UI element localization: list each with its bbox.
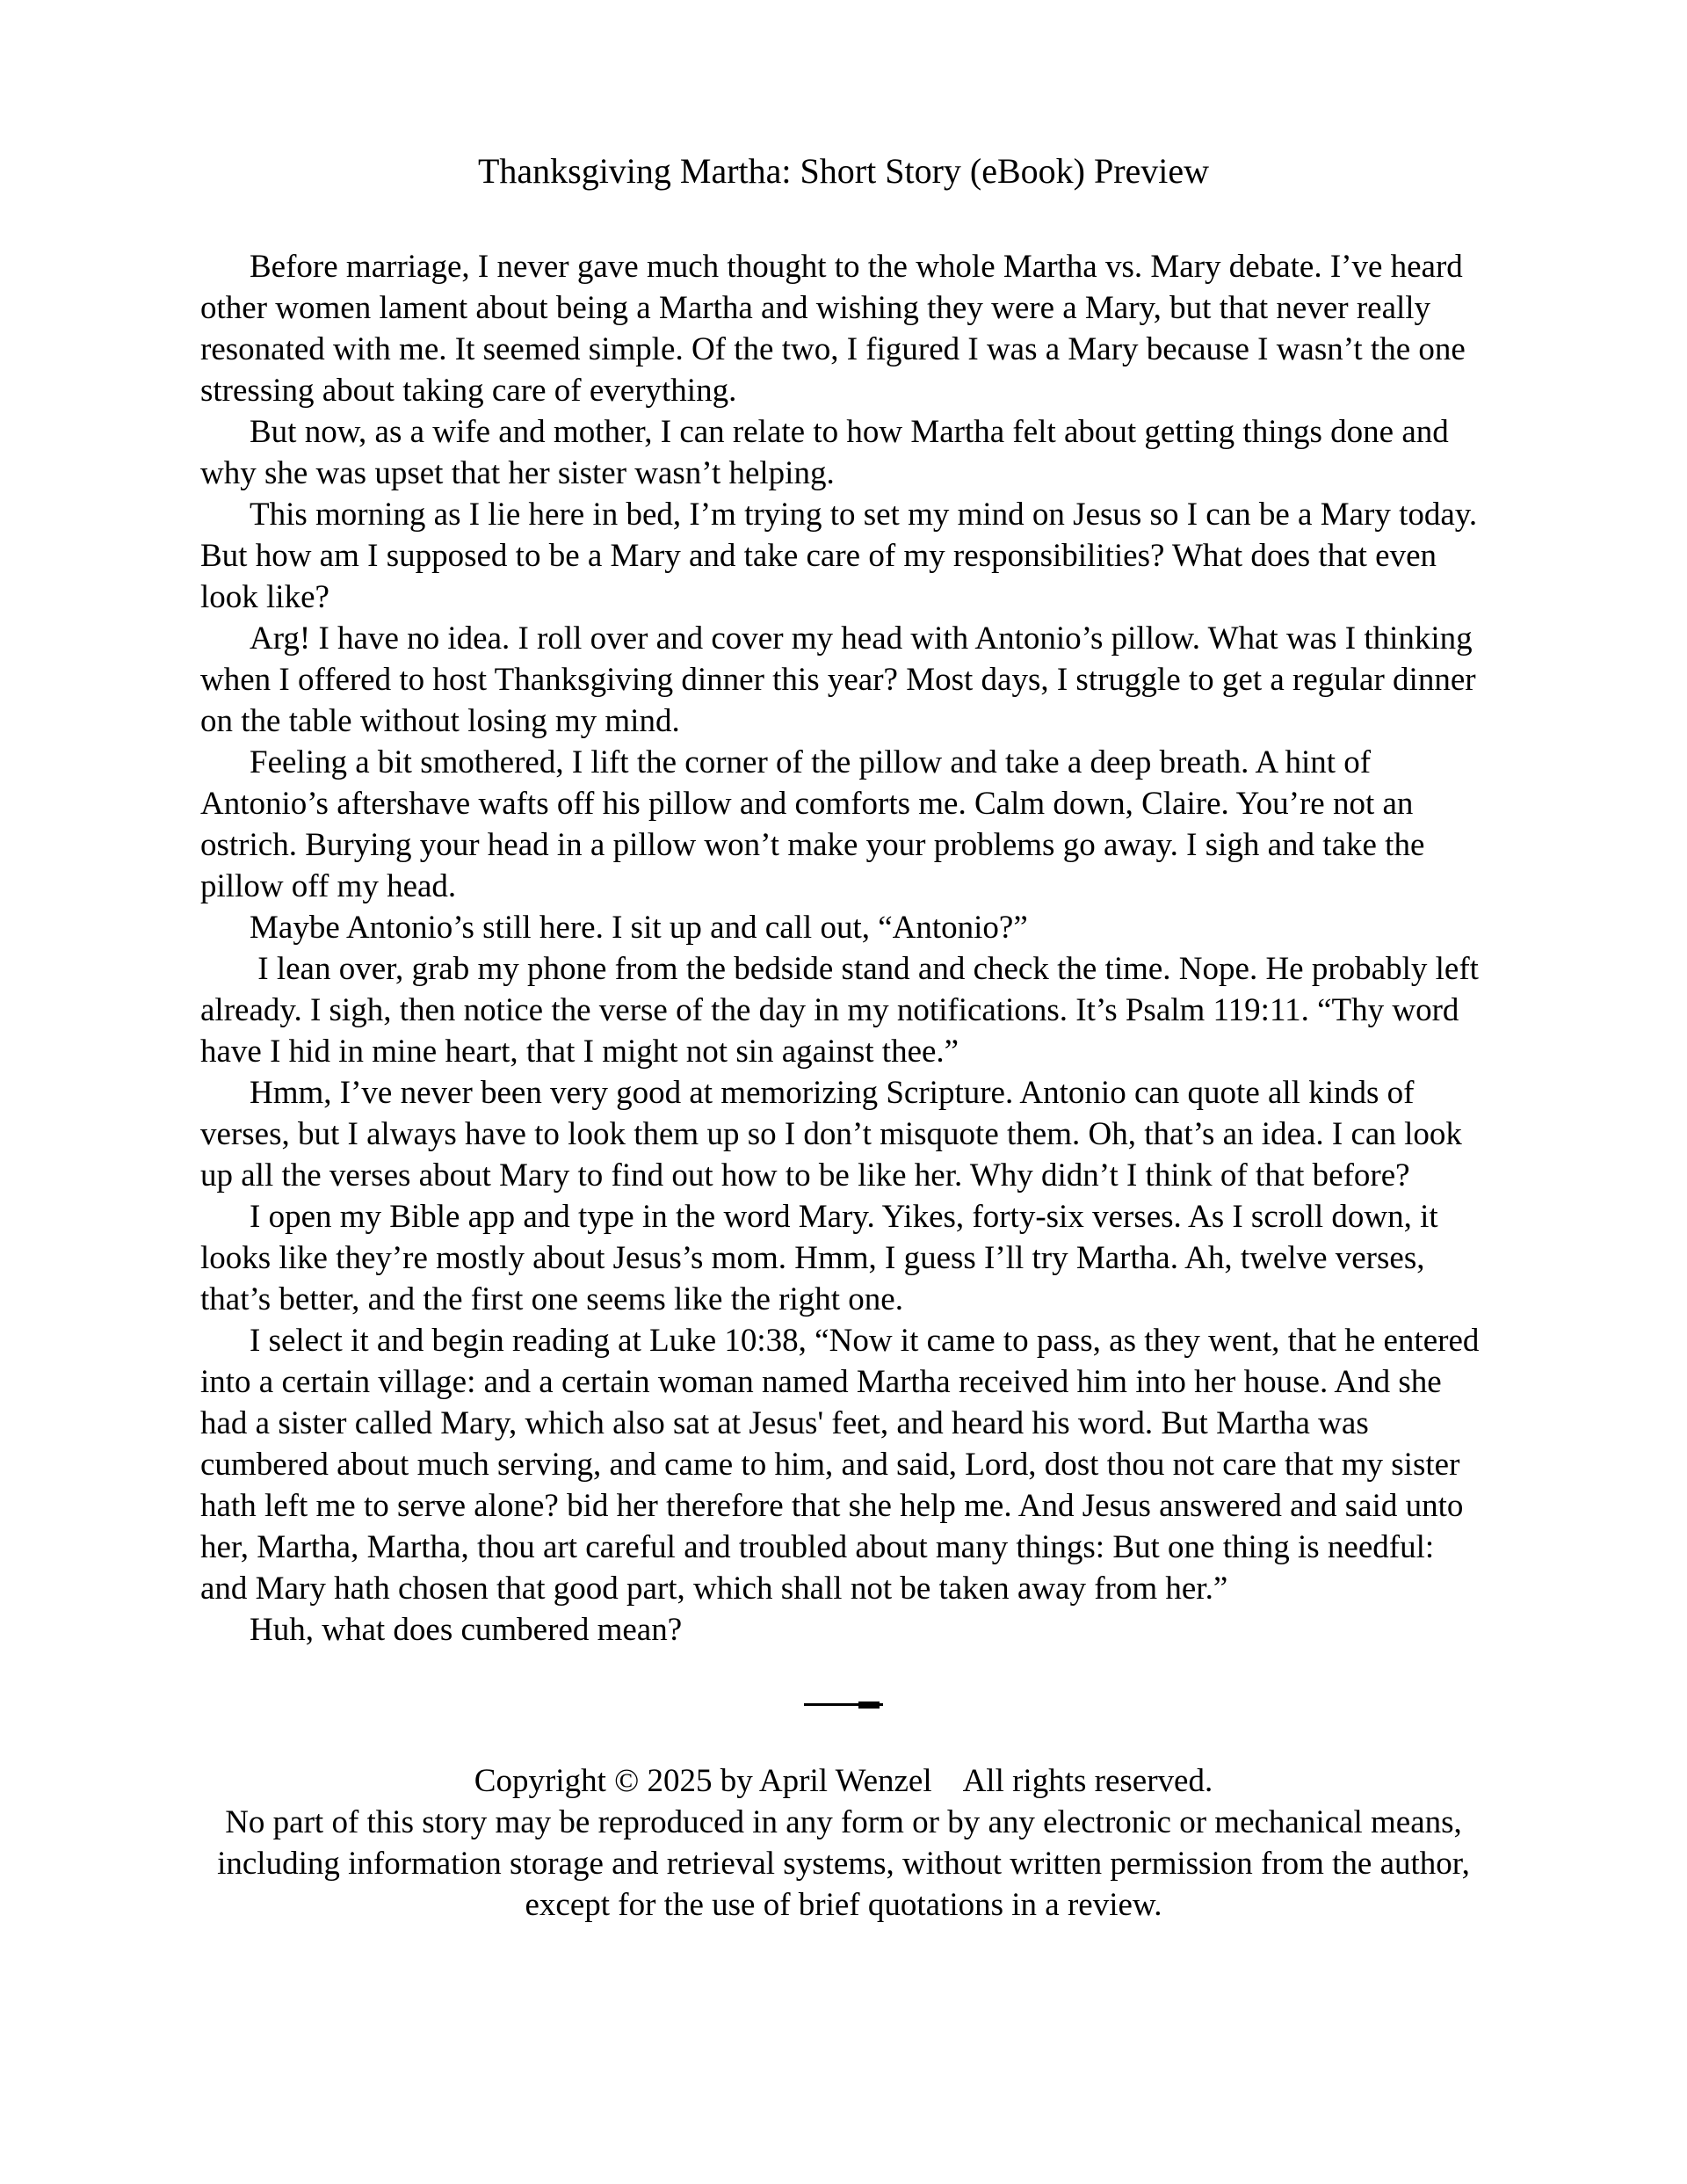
story-paragraph: Huh, what does cumbered mean? (250, 1612, 683, 1648)
document-title: Thanksgiving Martha: Short Story (eBook) Preview (477, 151, 1210, 191)
copyright-line: Copyright © 2025 by April Wenzel All rights reserved. (474, 1763, 1213, 1799)
story-paragraph: This morning as I lie here in bed, I’m trying to set my mind on Jesus so I can be a Mary today. But how am I supposed to be a Mary and take care of my responsibilities? What does that even look like? (200, 497, 1486, 615)
story-paragraph: Feeling a bit smothered, I lift the corner of the pillow and take a deep breath. A hint of Antonio’s aftershave wafts off his pillow and comforts me. Calm down, Claire. You’re not an ostrich. Burying your head in a pillow won’t make your problems go away. I sigh and take the pillow off my head. (200, 744, 1433, 904)
story-paragraph: Before marriage, I never gave much thought to the whole Martha vs. Mary debate. I’ve heard other women lament about being a Martha and wishing they were a Mary, but that never really resonated with me. It seemed simple. Of the two, I figured I was a Mary because I wasn’t the one stressing about taking care of everything. (200, 249, 1474, 409)
story-paragraph: Maybe Antonio’s still here. I sit up and call out, “Antonio?” (250, 910, 1028, 946)
copyright-block (200, 1760, 1487, 1926)
story-paragraph: But now, as a wife and mother, I can relate to how Martha felt about getting things done and why she was upset that her sister wasn’t helping. (200, 414, 1457, 491)
story-paragraph: I select it and begin reading at Luke 10:38, “Now it came to pass, as they went, that he entered into a certain village: and a certain woman named Martha received him into her house. And she had a sister called Mary, which also sat at Jesus' feet, and heard his word. But Martha was cumbered about much serving, and came to him, and said, Lord, dost thou not care that my sister hath left me to serve alone? bid her therefore that she help me. And Jesus answered and said unto her, Martha, Martha, thou art careful and troubled about many things: But one thing is needful: and Mary hath chosen that good part, which shall not be taken away from her.” (200, 1323, 1488, 1607)
story-paragraph: I open my Bible app and type in the word Mary. Yikes, forty-six verses. As I scroll down, it looks like they’re mostly about Jesus’s mom. Hmm, I guess I’ll try Martha. Ah, twelve verses, that’s better, and the first one seems like the right one. (200, 1199, 1446, 1317)
scene-break (200, 1684, 1487, 1725)
story-paragraph: Arg! I have no idea. I roll over and cover my head with Antonio’s pillow. What was I thinking when I offered to host Thanksgiving dinner this year? Most days, I struggle to get a regular dinner on the table without losing my mind. (200, 620, 1484, 739)
scene-break-dash (804, 1701, 883, 1709)
story-paragraph: Hmm, I’ve never been very good at memorizing Scripture. Antonio can quote all kinds of verses, but I always have to look them up so I don’t misquote them. Oh, that’s an idea. I can look up all the verses about Mary to find out how to be like her. Why didn’t I think of that before? (200, 1075, 1471, 1194)
story-content (200, 0, 1487, 1926)
copyright-notice: No part of this story may be reproduced in any form or by any electronic or mechanical means, including information storage and retrieval systems, without written permission from the author, except for the use of brief quotations in a review. (217, 1804, 1479, 1923)
story-paragraph: I lean over, grab my phone from the bedside stand and check the time. Nope. He probably left already. I sigh, then notice the verse of the day in my notifications. It’s Psalm 119:11. “Thy word have I hid in mine heart, that I might not sin against thee.” (200, 951, 1488, 1070)
scene-break-dash-end (858, 1701, 880, 1709)
